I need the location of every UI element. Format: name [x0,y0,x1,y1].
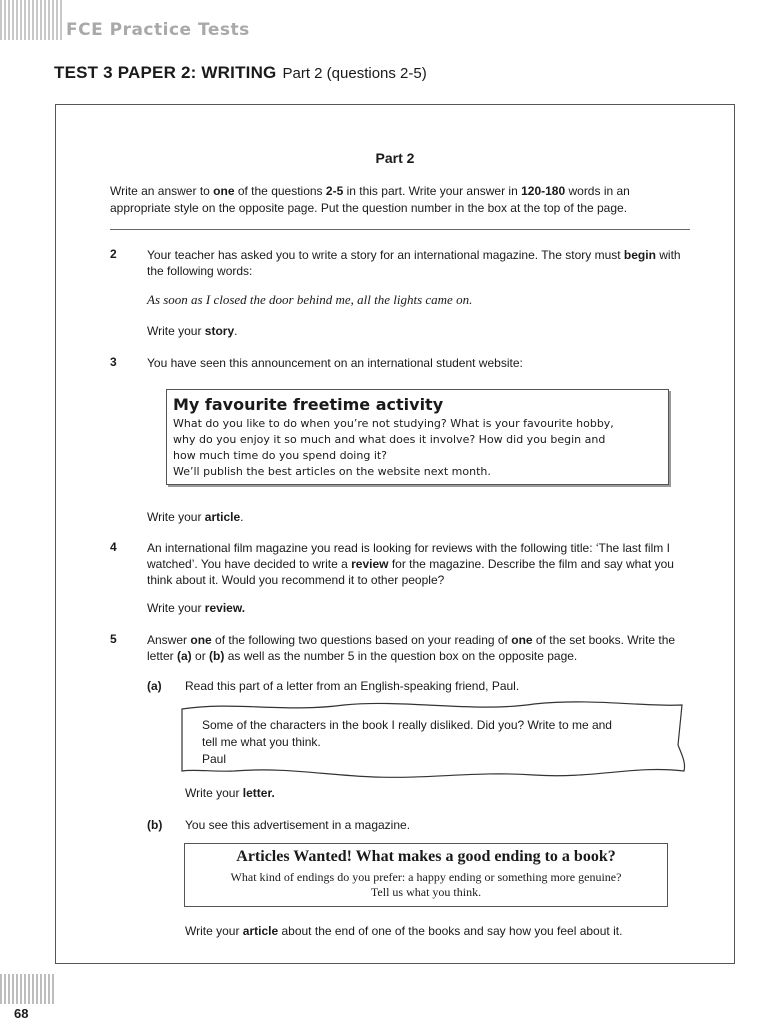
option-a-label: (a) [147,679,162,693]
option-b-instruction [185,924,685,938]
emphasis-text: article [242,924,279,938]
text-run: as well as the number 5 in the question box on the opposite page. [224,649,578,663]
announcement-title: My favourite freetime activity [173,395,444,414]
text-run: Write your [185,924,243,938]
text-run: Write your [147,324,205,338]
text-run: of the questions [234,184,326,198]
letter-signature: Paul [202,752,227,766]
divider [110,229,690,230]
emphasis-text: 2-5 [325,184,344,198]
letter-excerpt [202,717,662,768]
text-run: of the set books. Write the letter [147,633,676,663]
emphasis-text: one [511,633,533,647]
test-heading [54,63,427,83]
question-2-instruction [147,324,237,338]
advertisement-line: What kind of endings do you prefer: a happy ending or something more genuine? [230,870,622,884]
question-4-instruction [147,601,245,615]
option-a-text: Read this part of a letter from an English-speaking friend, Paul. [185,679,520,693]
text-run: in this part. Write your answer in [343,184,522,198]
text-run: Write your [147,510,205,524]
test-subtitle: Part 2 (questions 2-5) [282,65,427,82]
question-5-number: 5 [110,632,117,646]
question-frame [55,104,735,964]
question-4-number: 4 [110,540,117,554]
question-2-prompt: As soon as I closed the door behind me, all the lights came on. [147,292,473,307]
announcement-line: What do you like to do when you’re not studying? What is your favourite hobby, [173,417,614,430]
question-2-text [147,247,688,279]
text-run: Write your [147,601,205,615]
text-run: words in an appropriate style on the opposite page. Put the question number in the box at the top of the page. [110,184,630,215]
part-intro [110,183,690,217]
advertisement-title: Articles Wanted! What makes a good ending to a book? [236,848,616,865]
question-4-text [147,540,688,588]
question-5-text [147,632,688,664]
series-title: FCE Practice Tests [66,20,250,40]
emphasis-text: (b) [209,649,225,663]
question-3-number: 3 [110,355,117,369]
question-2-number: 2 [110,247,117,261]
emphasis-text: 120-180 [521,184,566,198]
text-run: or [191,649,210,663]
text-run: . [234,324,238,338]
question-3-instruction [147,510,244,524]
emphasis-text: begin [623,248,656,262]
announcement-line: We’ll publish the best articles on the website next month. [173,465,491,478]
letter-line: tell me what you think. [202,735,321,749]
announcement-line: why do you enjoy it so much and what does it involve? How did you begin and [173,433,606,446]
footer-decoration-stripes [0,974,54,1004]
advertisement-body [185,870,667,900]
text-run: Answer [147,633,191,647]
text-run: for the magazine. Describe the film and say what you think about it. Would you recommend it to other people? [147,557,674,587]
emphasis-text: story [204,324,235,338]
emphasis-text: article [204,510,241,524]
text-run: Write an answer to [110,184,214,198]
advertisement-box [184,843,668,907]
emphasis-text: one [213,184,235,198]
announcement-body [173,416,662,480]
page-number: 68 [14,1006,29,1021]
header-decoration-stripes [0,0,62,40]
text-run: An international film magazine you read is looking for reviews with the following title: ‘The last film I watched’. You have decided to write a [147,541,670,571]
letter-line: Some of the characters in the book I really disliked. Did you? Write to me and [202,718,612,732]
text-run: . [240,510,244,524]
text-run: about the end of one of the books and say how you feel about it. [278,924,623,938]
option-b-label: (b) [147,818,163,832]
emphasis-text: review [351,557,389,571]
option-b-text: You see this advertisement in a magazine. [185,818,411,832]
emphasis-text: review. [204,601,246,615]
announcement-box [166,389,669,485]
text-run: with the following words: [147,248,681,278]
emphasis-text: letter. [242,786,275,800]
announcement-line: how much time do you spend doing it? [173,449,388,462]
option-a-instruction [185,786,685,800]
emphasis-text: one [190,633,212,647]
text-run: Write your [185,786,243,800]
question-3-text: You have seen this announcement on an international student website: [147,356,523,370]
advertisement-line: Tell us what you think. [370,885,482,899]
test-title: TEST 3 PAPER 2: WRITING [54,63,277,82]
text-run: of the following two questions based on your reading of [211,633,512,647]
text-run: Your teacher has asked you to write a story for an international magazine. The story must [147,248,624,262]
emphasis-text: (a) [177,649,192,663]
part-title: Part 2 [375,150,415,166]
